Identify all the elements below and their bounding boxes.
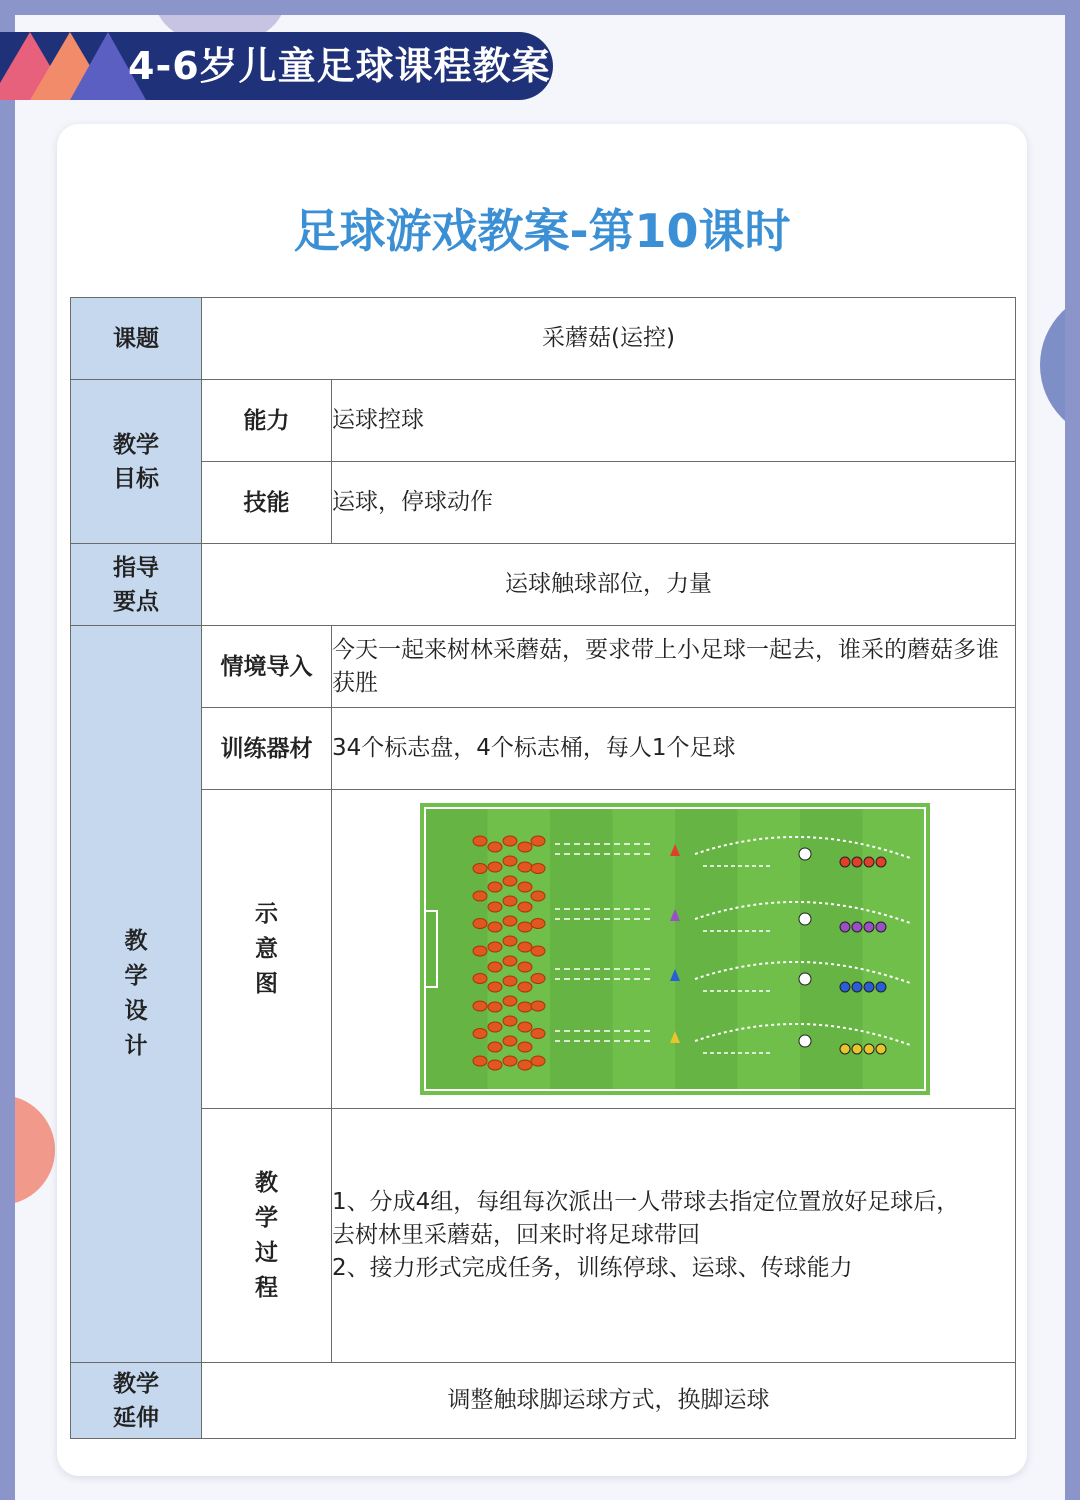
team-player-marker: [852, 922, 862, 932]
process-value: [332, 1109, 1016, 1363]
process-line2: 2、接力形式完成任务，训练停球、运球、传球能力: [332, 1255, 853, 1281]
mushroom-marker: [473, 1029, 487, 1039]
mushroom-marker: [488, 862, 502, 872]
key-points-value: 运球触球部位，力量: [202, 544, 1016, 626]
goal-label-line1: 教学: [113, 431, 159, 458]
process-label-char: 学: [255, 1204, 278, 1231]
mushroom-marker: [518, 942, 532, 952]
extension-label: [71, 1363, 202, 1439]
row-extension: [71, 1363, 1016, 1439]
extension-label-line1: 教学: [113, 1370, 159, 1397]
goal-label: [71, 380, 202, 544]
mushroom-marker: [503, 896, 517, 906]
team-player-marker: [852, 982, 862, 992]
mushroom-marker: [503, 856, 517, 866]
row-equipment: [71, 708, 1016, 790]
mushroom-marker: [488, 962, 502, 972]
header-banner: [0, 32, 553, 100]
mushroom-marker: [488, 882, 502, 892]
equipment-value: 34个标志盘，4个标志桶，每人1个足球: [332, 708, 1016, 790]
row-skill: [71, 462, 1016, 544]
mushroom-marker: [488, 1022, 502, 1032]
header-title: 4-6岁儿童足球课程教案: [128, 44, 551, 88]
row-process: [71, 1109, 1016, 1363]
mushroom-marker: [531, 1029, 545, 1039]
mushroom-marker: [518, 842, 532, 852]
mushroom-marker: [488, 922, 502, 932]
ability-value: 运球控球: [332, 380, 1016, 462]
extension-value: 调整触球脚运球方式，换脚运球: [202, 1363, 1016, 1439]
mushroom-marker: [488, 902, 502, 912]
process-label-char: 过: [255, 1239, 278, 1266]
team-player-marker: [876, 857, 886, 867]
equipment-label: 训练器材: [202, 708, 332, 790]
mushroom-marker: [503, 876, 517, 886]
design-label-char: 设: [124, 998, 148, 1024]
mushroom-marker: [473, 974, 487, 984]
mushroom-marker: [518, 982, 532, 992]
row-key-points: [71, 544, 1016, 626]
mushroom-marker: [488, 942, 502, 952]
row-ability: [71, 380, 1016, 462]
design-label-char: 计: [124, 1033, 148, 1059]
mushroom-marker: [531, 919, 545, 929]
mushroom-marker: [473, 946, 487, 956]
diagram-cell: [332, 790, 1016, 1109]
drill-diagram: [420, 803, 930, 1095]
intro-label: 情境导入: [202, 626, 332, 708]
team-player-marker: [840, 982, 850, 992]
row-topic: [71, 298, 1016, 380]
team-player-marker: [864, 1044, 874, 1054]
goal-label-line2: 目标: [113, 465, 159, 492]
mushroom-marker: [503, 836, 517, 846]
design-label: [71, 626, 202, 1363]
mushroom-marker: [473, 1056, 487, 1066]
mushroom-marker: [503, 1016, 517, 1026]
skill-value: 运球，停球动作: [332, 462, 1016, 544]
process-label-char: 教: [255, 1169, 278, 1196]
team-player-marker: [876, 1044, 886, 1054]
team-player-marker: [876, 922, 886, 932]
mushroom-marker: [488, 1042, 502, 1052]
lesson-plan-table: [70, 297, 1016, 1439]
topic-value: 采蘑菇(运控): [202, 298, 1016, 380]
player-marker: [799, 973, 811, 985]
design-label-char: 学: [124, 963, 148, 989]
team-player-marker: [864, 922, 874, 932]
team-player-marker: [840, 922, 850, 932]
process-line1: 1、分成4组，每组每次派出一人带球去指定位置放好足球后，去树林里采蘑菇，回来时将足球带回: [332, 1189, 960, 1248]
team-player-marker: [852, 1044, 862, 1054]
mushroom-marker: [518, 902, 532, 912]
skill-label: 技能: [202, 462, 332, 544]
mushroom-marker: [503, 996, 517, 1006]
player-marker: [799, 913, 811, 925]
team-player-marker: [840, 857, 850, 867]
mushroom-marker: [531, 891, 545, 901]
team-player-marker: [876, 982, 886, 992]
mushroom-marker: [503, 976, 517, 986]
mushroom-marker: [518, 862, 532, 872]
mushroom-marker: [531, 864, 545, 874]
decor-circle-right: [1040, 290, 1065, 440]
decor-circle-left: [15, 1095, 55, 1205]
diagram-label-char: 图: [255, 970, 278, 997]
mushroom-marker: [531, 1001, 545, 1011]
process-label: [202, 1109, 332, 1363]
mushroom-marker: [518, 922, 532, 932]
diagram-label: [202, 790, 332, 1109]
mushroom-marker: [473, 919, 487, 929]
mushroom-marker: [503, 936, 517, 946]
lesson-title: 足球游戏教案-第10课时: [293, 204, 791, 258]
mushroom-marker: [531, 836, 545, 846]
key-points-label: [71, 544, 202, 626]
mushroom-marker: [518, 962, 532, 972]
mushroom-marker: [531, 1056, 545, 1066]
mushroom-marker: [503, 1036, 517, 1046]
extension-label-line2: 延伸: [113, 1404, 159, 1431]
pitch-stripe: [550, 808, 613, 1090]
row-intro: [71, 626, 1016, 708]
team-player-marker: [864, 982, 874, 992]
player-marker: [799, 1035, 811, 1047]
key-points-label-line2: 要点: [113, 588, 159, 615]
topic-label: 课题: [71, 298, 202, 380]
mushroom-marker: [518, 1042, 532, 1052]
diagram-label-char: 示: [255, 900, 278, 927]
mushroom-marker: [488, 842, 502, 852]
design-label-char: 教: [124, 928, 148, 954]
mushroom-marker: [488, 982, 502, 992]
mushroom-marker: [488, 1002, 502, 1012]
pitch-stripe: [675, 808, 738, 1090]
mushroom-marker: [518, 1060, 532, 1070]
diagram-label-char: 意: [255, 935, 278, 962]
row-diagram: [71, 790, 1016, 1109]
team-player-marker: [864, 857, 874, 867]
mushroom-marker: [473, 891, 487, 901]
key-points-label-line1: 指导: [113, 554, 159, 581]
mushroom-marker: [503, 956, 517, 966]
ability-label: 能力: [202, 380, 332, 462]
mushroom-marker: [518, 1022, 532, 1032]
mushroom-marker: [518, 1002, 532, 1012]
mushroom-marker: [473, 864, 487, 874]
mushroom-marker: [531, 974, 545, 984]
mushroom-marker: [518, 882, 532, 892]
mushroom-marker: [473, 836, 487, 846]
mushroom-marker: [473, 1001, 487, 1011]
mushroom-marker: [503, 916, 517, 926]
intro-value: 今天一起来树林采蘑菇，要求带上小足球一起去，谁采的蘑菇多谁获胜: [332, 626, 1016, 708]
process-label-char: 程: [255, 1274, 278, 1301]
mushroom-marker: [488, 1060, 502, 1070]
team-player-marker: [840, 1044, 850, 1054]
player-marker: [799, 848, 811, 860]
team-player-marker: [852, 857, 862, 867]
mushroom-marker: [503, 1056, 517, 1066]
mushroom-marker: [531, 946, 545, 956]
